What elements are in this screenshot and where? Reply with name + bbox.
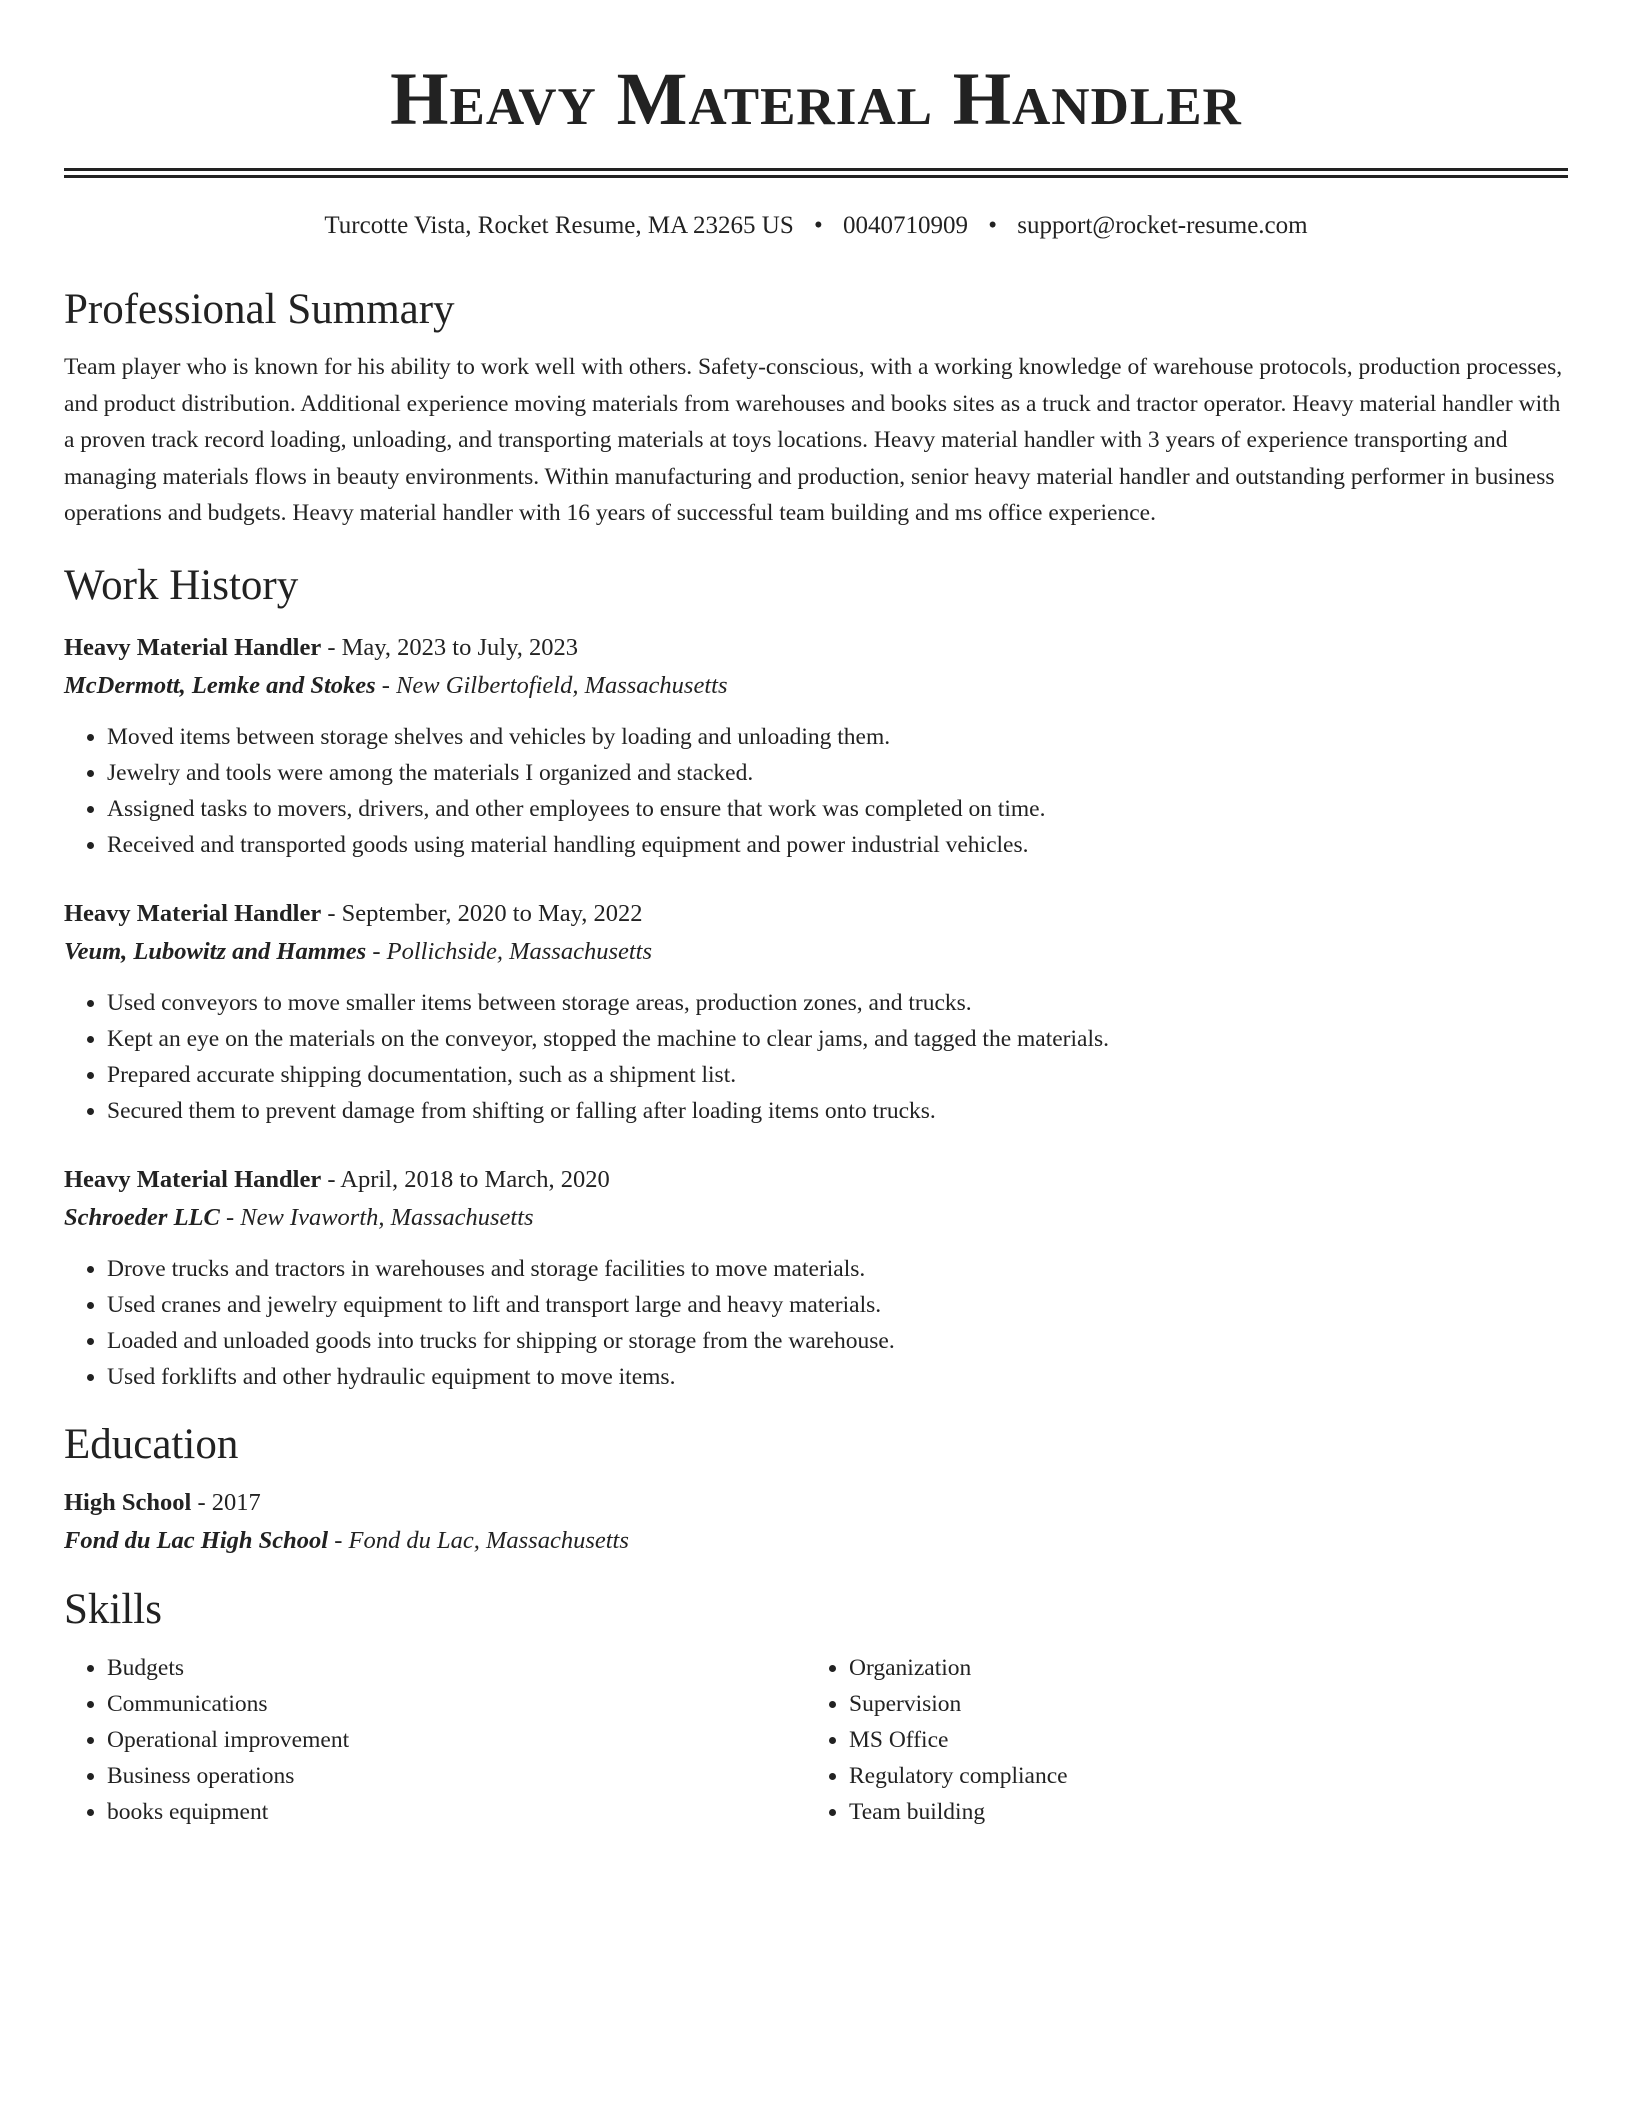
school-line: [64, 1522, 1568, 1560]
skills-list-right: [806, 1650, 1548, 1830]
job-title-line: [64, 1161, 1568, 1199]
job-bullet: • Drove trucks and tractors in warehouses and storage facilities to move materials.: [107, 1251, 1568, 1287]
contact-address: Turcotte Vista, Rocket Resume, MA 23265 US: [324, 212, 794, 239]
skill-item: • MS Office: [849, 1722, 1548, 1758]
job-bullet: • Used forklifts and other hydraulic equipment to move items.: [107, 1359, 1568, 1395]
skills-list-left: [64, 1650, 806, 1830]
job-bullet: • Kept an eye on the materials on the conveyor, stopped the machine to clear jams, and tagged the materials.: [107, 1021, 1568, 1057]
contact-separator: •: [988, 212, 998, 239]
company-location: - Pollichside, Massachusetts: [366, 938, 653, 966]
contact-phone: 0040710909: [843, 212, 969, 239]
job-bullet: • Prepared accurate shipping documentation, such as a shipment list.: [107, 1057, 1568, 1093]
job-entry: [64, 1161, 1568, 1395]
job-dates: - September, 2020 to May, 2022: [321, 900, 643, 928]
skill-item: • Communications: [107, 1686, 806, 1722]
company-location: - New Ivaworth, Massachusetts: [219, 1204, 534, 1232]
job-bullet: • Received and transported goods using material handling equipment and power industrial vehicles.: [107, 827, 1568, 863]
job-bullet: • Used conveyors to move smaller items between storage areas, production zones, and trucks.: [107, 985, 1568, 1021]
summary-heading: Professional Summary: [64, 286, 455, 333]
school-name: Fond du Lac High School: [64, 1527, 329, 1555]
skill-item: • Operational improvement: [107, 1722, 806, 1758]
job-title-line: [64, 629, 1568, 667]
company-line: [64, 1199, 1568, 1237]
company-line: [64, 933, 1568, 971]
contact-line: [64, 211, 1568, 241]
job-title: Heavy Material Handler: [64, 900, 322, 928]
job-title: Heavy Material Handler: [64, 1166, 322, 1194]
graduation-year: - 2017: [191, 1489, 261, 1517]
company-name: Schroeder LLC: [64, 1204, 220, 1232]
education-entry: [64, 1484, 1568, 1560]
header-divider: [64, 168, 1568, 178]
skills-columns: [64, 1650, 1568, 1830]
job-title: Heavy Material Handler: [64, 634, 322, 662]
skills-heading: Skills: [64, 1586, 162, 1634]
job-bullets: [64, 1251, 1568, 1395]
job-dates: - April, 2018 to March, 2020: [321, 1166, 610, 1194]
skill-item: • Regulatory compliance: [849, 1758, 1548, 1794]
job-title-line: [64, 895, 1568, 933]
degree: High School: [64, 1489, 192, 1517]
skill-item: • Budgets: [107, 1650, 806, 1686]
summary-text: Team player who is known for his ability to work well with others. Safety-conscious, with a working knowledge of warehouse protocols, production processes, and product distribution. Additional experience moving materials from warehouses and books sites as a truck and tractor operator. Heavy material handler with a proven track record loading, unloading, and transporting materials at toys locations. Heavy material handler with 3 years of experience transporting and managing materials flows in beauty environments. Within manufacturing and production, senior heavy material handler and outstanding performer in business operations and budgets. Heavy material handler with 16 years of successful team building and ms office experience.: [64, 354, 1563, 527]
skill-item: • Team building: [849, 1794, 1548, 1830]
job-bullet: • Used cranes and jewelry equipment to lift and transport large and heavy materials.: [107, 1287, 1568, 1323]
skill-item: • Organization: [849, 1650, 1548, 1686]
job-entry: [64, 629, 1568, 863]
skill-item: • Business operations: [107, 1758, 806, 1794]
contact-separator: •: [814, 212, 823, 239]
company-name: Veum, Lubowitz and Hammes: [64, 938, 367, 966]
degree-line: [64, 1484, 1568, 1522]
company-location: - New Gilbertofield, Massachusetts: [375, 672, 728, 700]
job-bullet: • Moved items between storage shelves and vehicles by loading and unloading them.: [107, 719, 1568, 755]
job-dates: - May, 2023 to July, 2023: [321, 634, 578, 662]
job-bullet: • Secured them to prevent damage from shifting or falling after loading items onto trucks.: [107, 1093, 1568, 1129]
job-bullets: [64, 985, 1568, 1129]
skill-item: • Supervision: [849, 1686, 1548, 1722]
company-name: McDermott, Lemke and Stokes: [64, 672, 376, 700]
school-location: - Fond du Lac, Massachusetts: [328, 1527, 629, 1555]
work-history-heading: Work History: [64, 561, 299, 609]
job-entry: [64, 895, 1568, 1129]
contact-email: support@rocket-resume.com: [1017, 212, 1308, 239]
education-heading: Education: [64, 1421, 239, 1469]
skill-item: • books equipment: [107, 1794, 806, 1830]
job-bullets: [64, 719, 1568, 863]
job-bullet: • Jewelry and tools were among the materials I organized and stacked.: [107, 755, 1568, 791]
company-line: [64, 667, 1568, 705]
job-bullet: • Assigned tasks to movers, drivers, and other employees to ensure that work was completed on time.: [107, 791, 1568, 827]
resume-name: Heavy Material Handler: [390, 58, 1242, 141]
job-bullet: • Loaded and unloaded goods into trucks for shipping or storage from the warehouse.: [107, 1323, 1568, 1359]
